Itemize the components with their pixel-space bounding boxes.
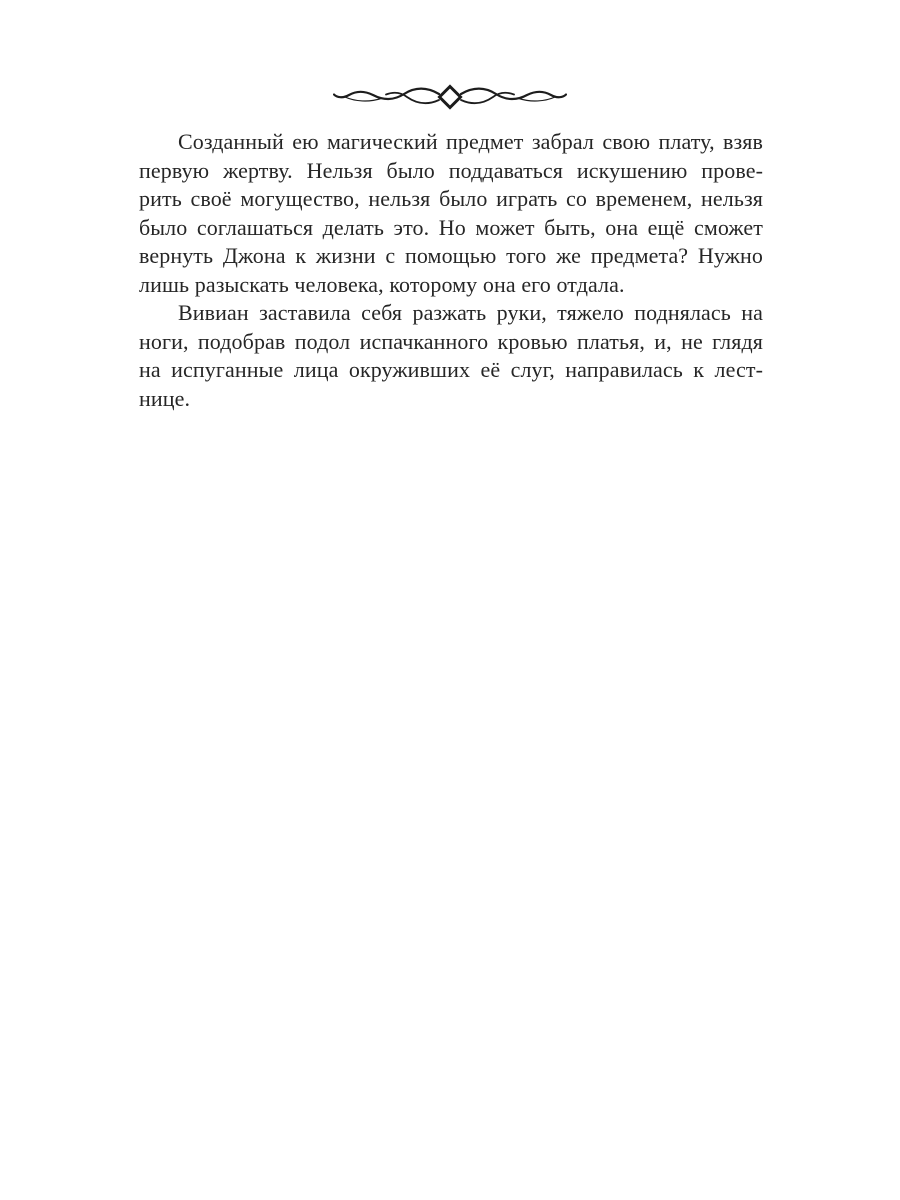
text-line: Вивиан заставила себя разжать руки, тяжело поднялась на <box>178 300 763 325</box>
text-line: рить своё могущество, нельзя было играть со временем, нельзя <box>139 186 763 211</box>
paragraph <box>139 299 763 413</box>
text-line: ноги, подобрав подол испачканного кровью платья, и, не глядя <box>139 328 763 354</box>
text-line: нице. <box>139 385 191 411</box>
text-line: Созданный ею магический предмет забрал свою плату, взяв <box>178 129 763 154</box>
paragraph <box>139 128 763 299</box>
text-line: на испуганные лица окруживших её слуг, направилась к лест- <box>139 357 763 382</box>
text-line: было соглашаться делать это. Но может быть, она ещё сможет <box>139 214 763 240</box>
text-block <box>139 128 763 413</box>
text-line: первую жертву. Нельзя было поддаваться искушению прове- <box>139 157 763 183</box>
text-line: вернуть Джона к жизни с помощью того же предмета? Нужно <box>139 243 763 268</box>
divider-ornament-icon <box>333 84 567 110</box>
text-line: лишь разыскать человека, которому она его отдала. <box>139 271 625 297</box>
